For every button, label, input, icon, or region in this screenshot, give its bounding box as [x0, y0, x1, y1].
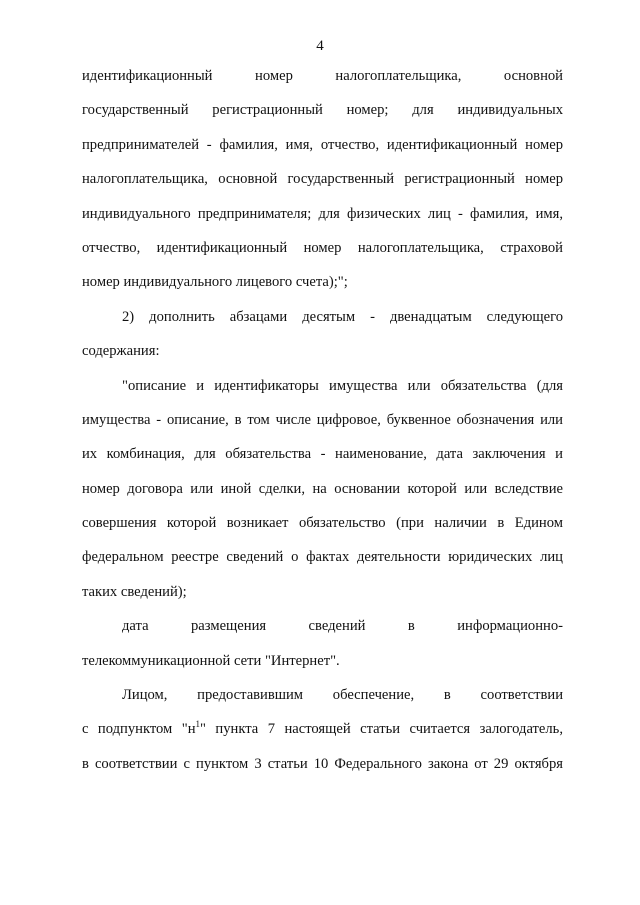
text-line: налогоплательщика, основной государственный регистрационный номер [82, 171, 563, 188]
text-line: отчество, идентификационный номер налогоплательщика, страховой [82, 239, 563, 256]
superscript: 1 [195, 719, 201, 730]
text-line: содержания: [82, 343, 160, 360]
text-line: индивидуального предпринимателя; для физических лиц - фамилия, имя, [82, 205, 563, 222]
text-line: идентификационный номер налогоплательщика, основной [82, 68, 563, 84]
paragraph-first-line: 2) дополнить абзацами десятым - двенадцатым следующего [122, 308, 563, 325]
text-fragment: с подпунктом "н [82, 721, 196, 738]
text-fragment: " пункта 7 настоящей статьи считается залогодатель, [200, 721, 563, 738]
text-line-with-superscript [82, 717, 563, 751]
text-line: совершения которой возникает обязательство (при наличии в Едином [82, 515, 563, 532]
text-line: номер индивидуального лицевого счета);"; [82, 274, 348, 291]
page-number: 4 [316, 38, 324, 54]
text-line: телекоммуникационной сети "Интернет". [82, 652, 340, 669]
text-line: их комбинация, для обязательства - наименование, дата заключения и [82, 446, 563, 463]
text-line: государственный регистрационный номер; для индивидуальных [82, 102, 563, 119]
text-line: таких сведений); [82, 583, 187, 600]
paragraph-first-line: дата размещения сведений в информационно- [122, 618, 563, 635]
paragraph-first-line: "описание и идентификаторы имущества или обязательства (для [122, 377, 563, 394]
text-line: в соответствии с пунктом 3 статьи 10 Федерального закона от 29 октября [82, 755, 563, 772]
paragraph-first-line: Лицом, предоставившим обеспечение, в соответствии [122, 687, 563, 704]
text-line: федеральном реестре сведений о фактах деятельности юридических лиц [82, 549, 563, 566]
text-line: имущества - описание, в том числе цифровое, буквенное обозначения или [82, 411, 563, 428]
document-body [82, 64, 563, 786]
text-line: предпринимателей - фамилия, имя, отчество, идентификационный номер [82, 136, 563, 153]
text-line: номер договора или иной сделки, на основании которой или вследствие [82, 480, 563, 497]
